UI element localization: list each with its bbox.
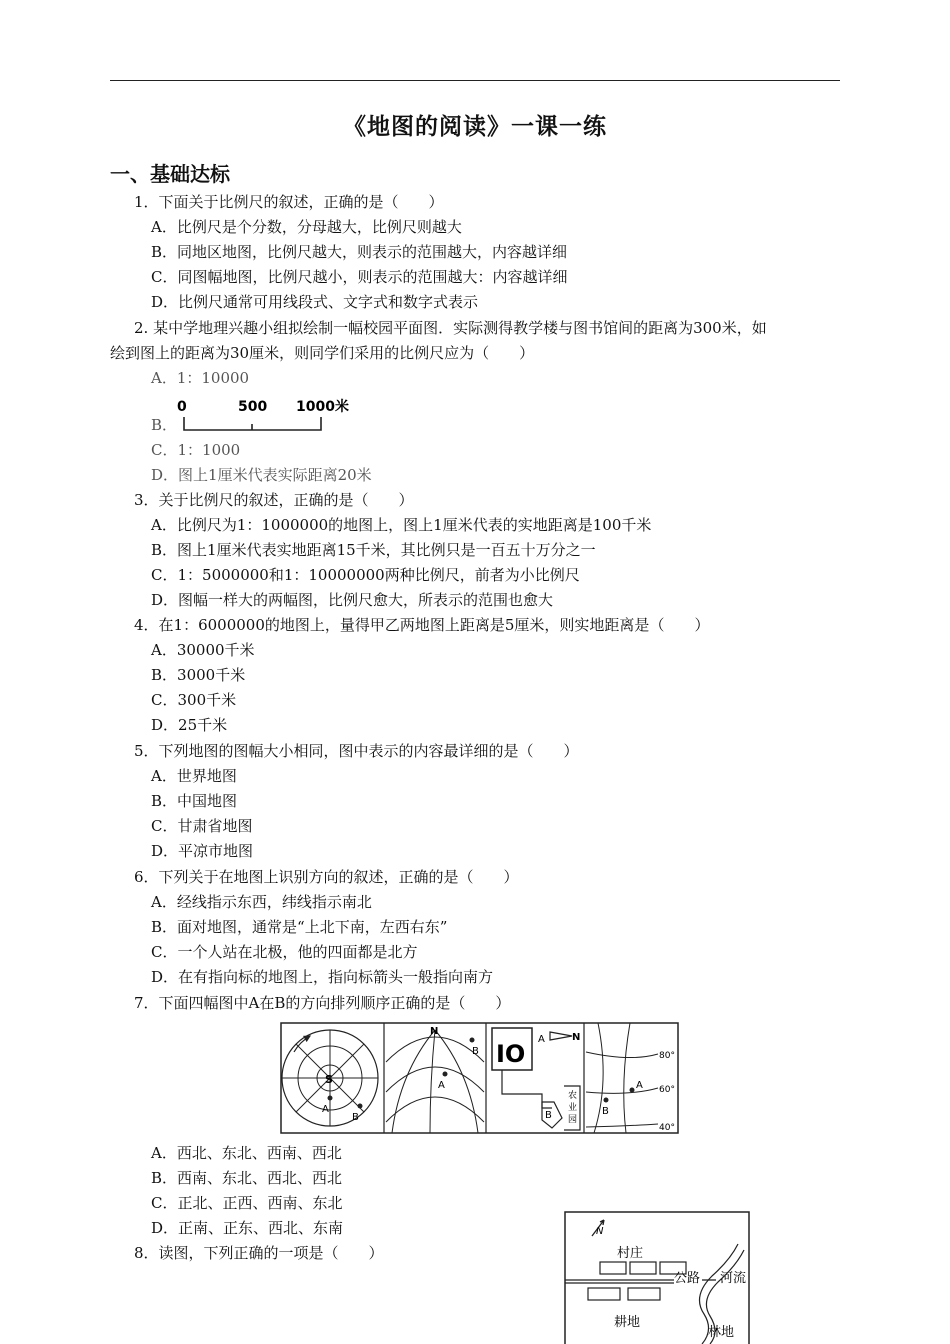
scale-label-1000: 1000米 [296, 399, 349, 415]
question-7-stem: 7．下面四幅图中A在B的方向排列顺序正确的是（ ） [134, 994, 511, 1012]
lat-40: 40° [659, 1123, 675, 1133]
question-4-option-a: A．30000千米 [151, 641, 255, 659]
question-4-stem: 4．在1：6000000的地图上，量得甲乙两地图上距离是5厘米，则实地距离是（ ） [134, 616, 710, 634]
question-1-option-b: B．同地区地图，比例尺越大，则表示的范围越大，内容越详细 [151, 243, 568, 261]
p2-point-b: B [472, 1046, 479, 1057]
p3-north: N [572, 1032, 581, 1043]
question-3-stem: 3．关于比例尺的叙述，正确的是（ ） [134, 491, 414, 509]
p3-point-a: A [538, 1034, 545, 1045]
panel-latlon-grid [586, 1023, 675, 1133]
question-3-option-d: D．图幅一样大的两幅图，比例尺愈大，所表示的范围也愈大 [151, 591, 554, 609]
pole-label: S [325, 1073, 333, 1086]
header-rule [110, 80, 840, 81]
section-heading: 一、基础达标 [110, 162, 230, 186]
question-2-option-b: B． [151, 416, 178, 434]
lat-80: 80° [659, 1051, 675, 1061]
p3-point-b: B [545, 1110, 552, 1121]
p3-farm-1: 农 [568, 1091, 578, 1101]
question-2-option-d: D．图上1厘米代表实际距离20米 [151, 466, 372, 484]
scale-bar [184, 417, 321, 430]
map-farmland-label: 耕地 [614, 1315, 641, 1330]
scale-label-500: 500 [238, 399, 268, 415]
question-5-option-c: C．甘肃省地图 [151, 817, 253, 835]
map-road-label: 公路 [674, 1271, 701, 1286]
question-8-stem: 8．读图，下列正确的一项是（ ） [134, 1244, 384, 1262]
question-2-stem: 2. 某中学地理兴趣小组拟绘制一幅校园平面图．实际测得教学楼与图书馆间的距离为300米，如 [134, 319, 767, 337]
p2-north: N [430, 1026, 439, 1037]
question-3-option-a: A．比例尺为1：1000000的地图上，图上1厘米代表的实地距离是100千米 [151, 516, 652, 534]
question-5-option-d: D．平凉市地图 [151, 842, 254, 860]
question-6-option-d: D．在有指向标的地图上，指向标箭头一般指向南方 [151, 968, 494, 986]
question-3-option-b: B．图上1厘米代表实地距离15千米，其比例只是一百五十万分之一 [151, 541, 596, 559]
question-7-option-d: D．正南、正东、西北、东南 [151, 1219, 344, 1237]
panel-south-pole [282, 1030, 378, 1126]
question-5-option-a: A．世界地图 [151, 767, 237, 785]
direction-figure-strip [280, 1022, 680, 1134]
p4-point-a: A [636, 1080, 643, 1091]
question-6-option-b: B．面对地图，通常是“上北下南，左西右东” [151, 918, 448, 936]
map-river-label: 河流 [720, 1271, 747, 1286]
question-1-option-c: C．同图幅地图，比例尺越小，则表示的范围越大：内容越详细 [151, 268, 568, 286]
p1-point-b: B [352, 1112, 359, 1123]
lat-60: 60° [659, 1085, 675, 1095]
question-3-option-c: C．1：5000000和1：10000000两种比例尺，前者为小比例尺 [151, 566, 580, 584]
question-2-option-c: C．1：1000 [151, 441, 241, 459]
map-forest-label: 林地 [708, 1325, 735, 1340]
question-7-option-c: C．正北、正西、西南、东北 [151, 1194, 343, 1212]
question-5-stem: 5．下列地图的图幅大小相同，图中表示的内容最详细的是（ ） [134, 742, 579, 760]
question-2-stem-cont: 绘到图上的距离为30厘米，则同学们采用的比例尺应为（ ） [110, 344, 535, 362]
question-6-option-c: C．一个人站在北极，他的四面都是北方 [151, 943, 418, 961]
panel-campus-map [492, 1028, 580, 1130]
question-4-option-c: C．300千米 [151, 691, 237, 709]
question-5-option-b: B．中国地图 [151, 792, 238, 810]
question-4-option-d: D．25千米 [151, 716, 228, 734]
question-7-option-b: B．西南、东北、西北、西北 [151, 1169, 343, 1187]
map-village-label: 村庄 [617, 1246, 644, 1261]
scale-label-0: 0 [177, 399, 187, 415]
page-title: 《地图的阅读》一课一练 [343, 114, 607, 140]
question-1-option-d: D．比例尺通常可用线段式、文字式和数字式表示 [151, 293, 479, 311]
question-1-stem: 1．下面关于比例尺的叙述，正确的是（ ） [134, 193, 444, 211]
question-6-stem: 6．下列关于在地图上识别方向的叙述，正确的是（ ） [134, 868, 519, 886]
land-use-map [562, 1210, 752, 1344]
line-scale-figure [172, 394, 362, 436]
p3-farm-2: 业 [568, 1103, 578, 1113]
question-2-option-a: A．1：10000 [151, 369, 250, 387]
panel-globe-north [386, 1026, 484, 1133]
p2-point-a: A [438, 1080, 445, 1091]
question-4-option-b: B．3000千米 [151, 666, 246, 684]
map-north: N [596, 1226, 604, 1237]
question-1-option-a: A．比例尺是个分数，分母越大，比例尺则越大 [151, 218, 462, 236]
p3-farm-3: 园 [568, 1115, 578, 1125]
p4-point-b: B [602, 1106, 609, 1117]
p3-building: IO [496, 1040, 526, 1068]
question-6-option-a: A．经线指示东西，纬线指示南北 [151, 893, 372, 911]
p1-point-a: A [322, 1104, 329, 1115]
question-7-option-a: A．西北、东北、西南、西北 [151, 1144, 342, 1162]
